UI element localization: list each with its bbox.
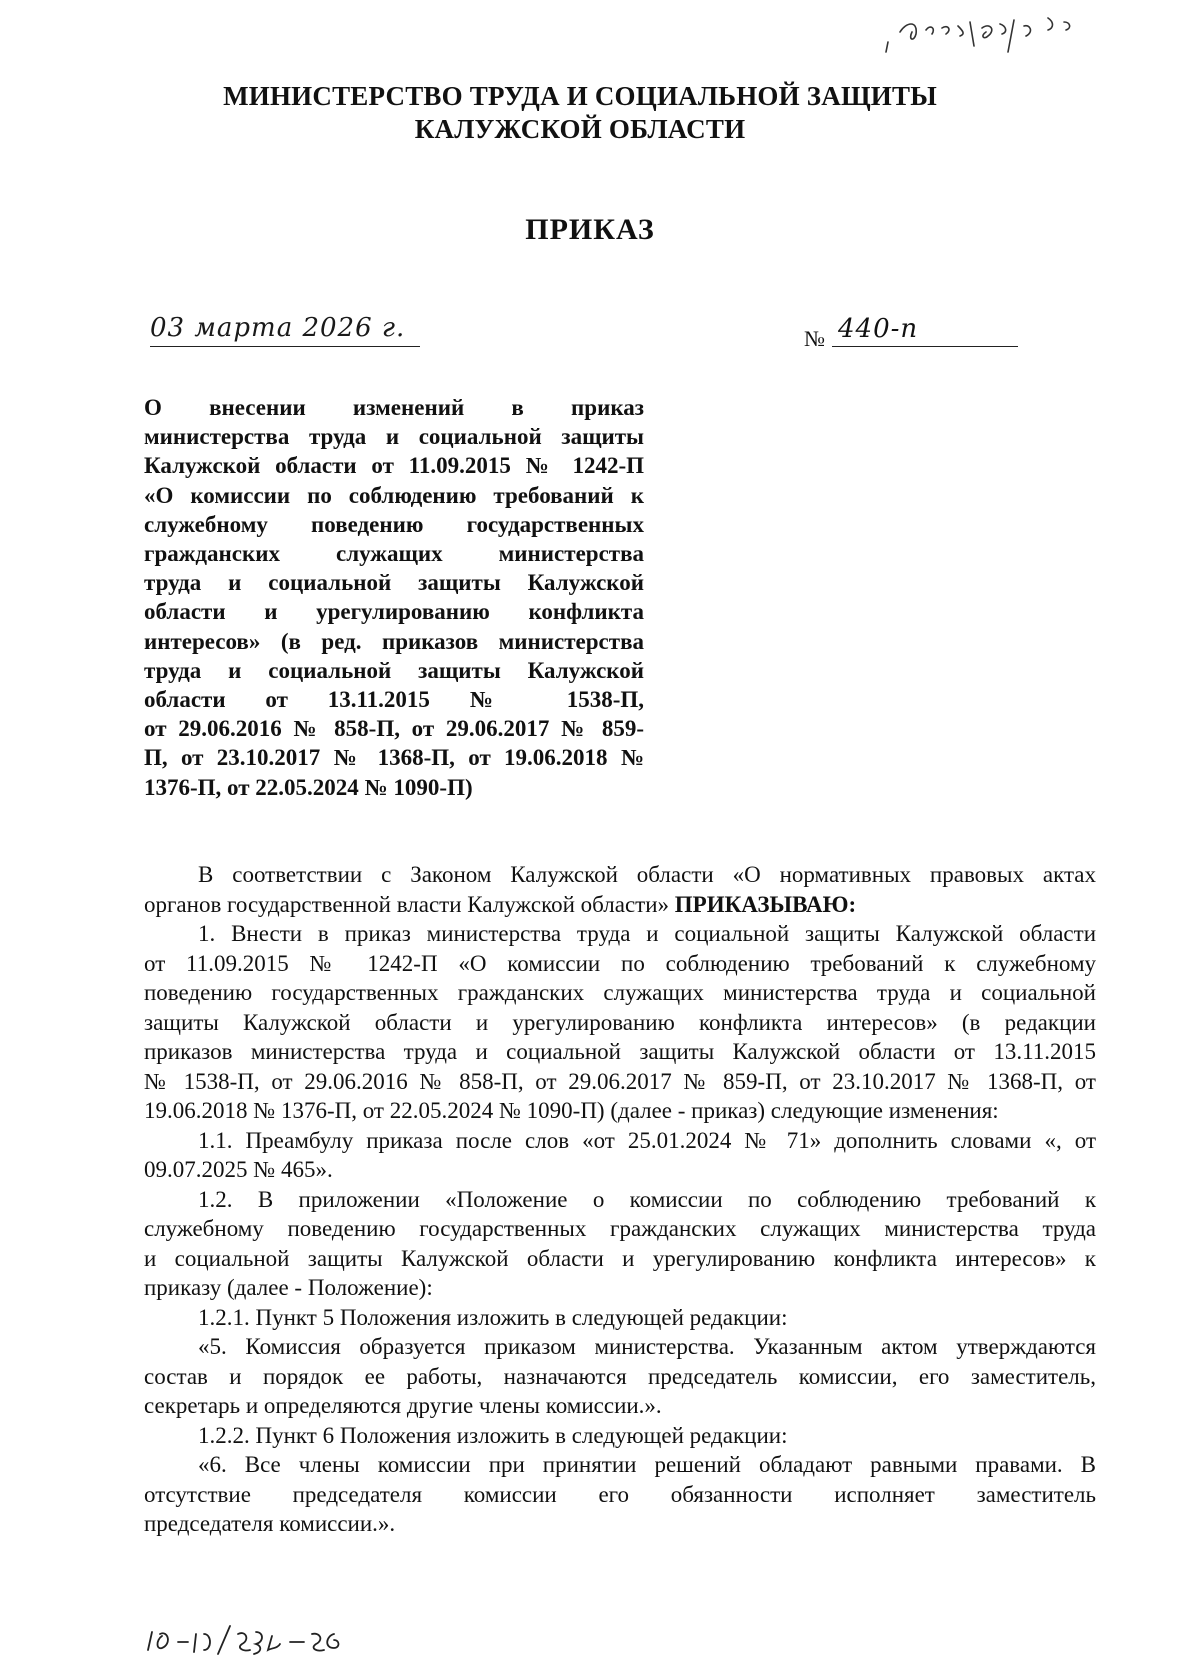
number-underline	[832, 346, 1018, 347]
subject-line: области и урегулированию конфликта	[144, 599, 644, 625]
handwritten-signature-mark	[878, 12, 1098, 58]
paragraph-line: «6. Все члены комиссии при принятии решений обладают равными правами. В	[198, 1452, 1096, 1477]
subject-line: «О комиссии по соблюдению требований к	[144, 482, 644, 508]
order-number-handwritten: 440-п	[838, 314, 919, 344]
paragraph-line: поведению государственных гражданских служащих министерства труда и социальной	[144, 980, 1096, 1005]
paragraph-line: служебному поведению государственных гражданских служащих министерства труда	[144, 1216, 1096, 1241]
paragraph-line: 1. Внести в приказ министерства труда и социальной защиты Калужской области	[198, 921, 1096, 946]
paragraph-line: 1.2.2. Пункт 6 Положения изложить в следующей редакции:	[198, 1422, 788, 1448]
paragraph-line: приказу (далее - Положение):	[144, 1275, 433, 1300]
paragraph-line: отсутствие председателя комиссии его обязанности исполняет заместитель	[144, 1481, 1096, 1507]
paragraph-line: 09.07.2025 № 465».	[144, 1157, 333, 1182]
subject-line: Калужской области от 11.09.2015 № 1242-П	[144, 453, 644, 479]
order-date-handwritten: 03 марта 2026 г.	[150, 313, 406, 343]
order-number-label: №	[804, 326, 825, 351]
ministry-header	[200, 80, 960, 146]
paragraph-line: секретарь и определяются другие члены комиссии.».	[144, 1393, 662, 1418]
quote-point-5	[144, 1332, 1096, 1421]
subject-line: П, от 23.10.2017 № 1368-П, от 19.06.2018 №	[144, 745, 644, 771]
paragraph-1-2-2	[144, 1421, 1096, 1451]
subject-line: 1376-П, от 22.05.2024 № 1090-П)	[144, 774, 473, 800]
subject-line: от 29.06.2016 № 858-П, от 29.06.2017 № 859-	[144, 716, 644, 742]
paragraph-1-2-1	[144, 1303, 1096, 1333]
paragraph-1	[144, 919, 1096, 1126]
paragraph-line: 19.06.2018 № 1376-П, от 22.05.2024 № 1090-П) (далее - приказ) следующие изменения:	[144, 1098, 999, 1123]
order-title: ПРИКАЗ	[525, 213, 655, 246]
preamble-text: органов государственной власти Калужской области»	[144, 891, 670, 917]
subject-line: труда и социальной защиты Калужской	[144, 657, 644, 683]
order-body	[144, 860, 1096, 1539]
date-underline	[150, 346, 420, 347]
subject-line: О внесении изменений в приказ	[144, 395, 644, 420]
paragraph-line: от 11.09.2015 № 1242-П «О комиссии по соблюдению требований к служебному	[144, 950, 1096, 976]
subject-line: служебному поведению государственных	[144, 511, 644, 537]
order-subject	[144, 393, 644, 802]
subject-line: министерства труда и социальной защиты	[144, 424, 644, 450]
quote-point-6	[144, 1450, 1096, 1539]
handwritten-registration-number	[144, 1620, 384, 1660]
preamble	[144, 860, 1096, 919]
subject-line: гражданских служащих министерства	[144, 541, 644, 567]
subject-line: области от 13.11.2015 № 1538-П,	[144, 687, 644, 713]
preamble-line-2	[144, 890, 1096, 920]
paragraph-line: председателя комиссии.».	[144, 1511, 396, 1536]
command-word: ПРИКАЗЫВАЮ:	[674, 891, 857, 917]
ministry-name-line-2: КАЛУЖСКОЙ ОБЛАСТИ	[414, 114, 746, 144]
paragraph-line: защиты Калужской области и урегулированию конфликта интересов» (в редакции	[144, 1009, 1096, 1035]
ministry-name-line-1: МИНИСТЕРСТВО ТРУДА И СОЦИАЛЬНОЙ ЗАЩИТЫ	[223, 81, 937, 111]
paragraph-line: «5. Комиссия образуется приказом министерства. Указанным актом утверждаются	[198, 1334, 1096, 1359]
paragraph-1-1	[144, 1126, 1096, 1185]
paragraph-line: 1.1. Преамбулу приказа после слов «от 25.01.2024 № 71» дополнить словами «, от	[198, 1127, 1096, 1153]
paragraph-line: № 1538-П, от 29.06.2016 № 858-П, от 29.06.2017 № 859-П, от 23.10.2017 № 1368-П, от	[144, 1068, 1096, 1094]
paragraph-1-2	[144, 1185, 1096, 1303]
paragraph-line: приказов министерства труда и социальной защиты Калужской области от 13.11.2015	[144, 1039, 1096, 1064]
paragraph-line: состав и порядок ее работы, назначаются председатель комиссии, его заместитель,	[144, 1363, 1096, 1389]
paragraph-line: 1.2.1. Пункт 5 Положения изложить в следующей редакции:	[198, 1304, 788, 1330]
paragraph-line: и социальной защиты Калужской области и урегулированию конфликта интересов» к	[144, 1245, 1096, 1271]
preamble-line: В соответствии с Законом Калужской области «О нормативных правовых актах	[198, 862, 1096, 887]
subject-line: труда и социальной защиты Калужской	[144, 570, 644, 596]
paragraph-line: 1.2. В приложении «Положение о комиссии по соблюдению требований к	[198, 1186, 1096, 1212]
subject-line: интересов» (в ред. приказов министерства	[144, 628, 644, 654]
